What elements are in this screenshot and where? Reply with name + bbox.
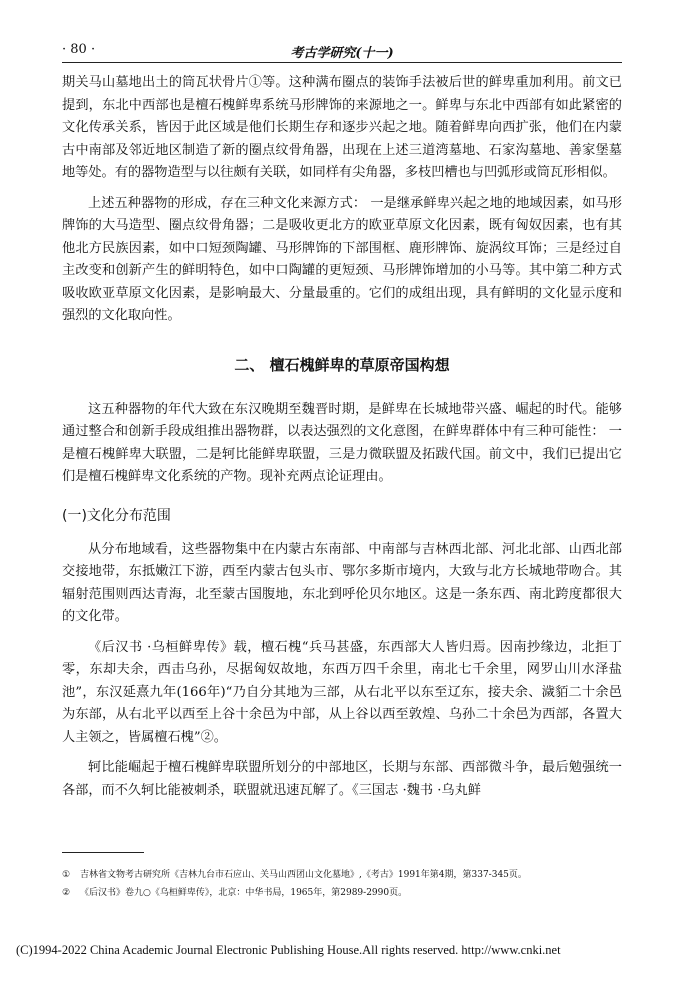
footnote-text: 《后汉书》卷九○《乌桓鲜卑传》，北京：中华书局，1965年，第2989-2990页。 <box>80 888 408 898</box>
body-paragraph: 从分布地域看，这些器物集中在内蒙古东南部、中南部与吉林西北部、河北北部、山西北部交接地带，东抵嫩江下游，西至内蒙古包头市、鄂尔多斯市境内，大致与北方长城地带吻合。其辐射范围则西达青海，北至蒙古国腹地，东北到呼伦贝尔地区。这是一条东西、南北跨度都很大的文化带。 <box>62 541 622 624</box>
body-paragraph: 《后汉书 ·乌桓鲜卑传》载，檀石槐“兵马甚盛，东西部大人皆归焉。因南抄缘边，北拒丁零，东却夫余，西击乌孙，尽据匈奴故地，东西万四千余里，南北七千余里，网罗山川水泽盐池”，东汉延熹九年(166年)“乃自分其地为三部，从右北平以东至辽东，接夫余、濊貊二十余邑为东部，从右北平以西至上谷十余邑为中部，从上谷以西至敦煌、乌孙二十余邑为西部，各置大人主领之，皆属檀石槐”②。 <box>62 639 622 745</box>
body-paragraph: 这五种器物的年代大致在东汉晚期至魏晋时期，是鲜卑在长城地带兴盛、崛起的时代。能够通过整合和创新手段成组推出器物群，以表达强烈的文化意图，在鲜卑群体中有三种可能性： 一是檀石槐鲜卑大联盟，二是轲比能鲜卑联盟，三是力微联盟及拓跋代国。前文中，我们已提出它们是檀石槐鲜卑文化系统的产物。现补充两点论证理由。 <box>62 401 622 484</box>
footnote-mark: ① <box>62 870 71 880</box>
footnote-mark: ② <box>62 888 71 898</box>
article-body <box>62 72 622 802</box>
footnote-text: 吉林省文物考古研究所《吉林九台市石应山、关马山西团山文化墓地》,《考古》1991年第4期，第337-345页。 <box>80 870 527 880</box>
body-paragraph: 轲比能崛起于檀石槐鲜卑联盟所划分的中部地区，长期与东部、西部微斗争，最后勉强统一各部，而不久轲比能被刺杀，联盟就迅速瓦解了。《三国志 ·魏书 ·乌丸鲜 <box>62 760 622 798</box>
page-number: · 80 · <box>62 42 96 57</box>
copyright-footer: (C)1994-2022 China Academic Journal Electronic Publishing House.All rights reserved. http://www.cnki.net <box>16 943 561 957</box>
subsection-heading: (一)文化分布范围 <box>62 507 171 524</box>
footnote-rule <box>62 852 144 853</box>
footnote <box>62 884 632 902</box>
body-paragraph: 上述五种器物的形成，存在三种文化来源方式： 一是继承鲜卑兴起之地的地域因素，如马形牌饰的大马造型、圈点纹骨角器；二是吸收更北方的欧亚草原文化因素，既有匈奴因素，也有其他北方民族因素，如中口短颈陶罐、马形牌饰的下部围框、鹿形牌饰、旋涡纹耳饰；三是经过自主改变和创新产生的鲜明特色，如中口陶罐的更短颈、马形牌饰增加的小马等。其中第二种方式吸收欧亚草原文化因素，是影响最大、分量最重的。它们的成组出现，具有鲜明的文化显示度和强烈的文化取向性。 <box>62 195 622 323</box>
footnote <box>62 866 632 884</box>
page-header <box>62 40 622 62</box>
header-rule <box>62 62 622 63</box>
running-title: 考古学研究(十一) <box>290 46 394 61</box>
section-heading: 二、 檀石槐鲜卑的草原帝国构想 <box>234 355 450 374</box>
body-paragraph: 期关马山墓地出土的筒瓦状骨片①等。这种满布圈点的装饰手法被后世的鲜卑重加利用。前文已提到，东北中西部也是檀石槐鲜卑系统马形牌饰的来源地之一。鲜卑与东北中西部有如此紧密的文化传承关系，皆因于此区域是他们长期生存和逐步兴起之地。随着鲜卑向西扩张，他们在内蒙古中南部及邻近地区制造了新的圈点纹骨角器，出现在上述三道湾墓地、石家沟墓地、善家堡墓地等处。有的器物造型与以往颇有关联，如同样有尖角器，多枝凹槽也与凹弧形或筒瓦形相似。 <box>62 75 622 180</box>
footnotes <box>62 866 632 902</box>
